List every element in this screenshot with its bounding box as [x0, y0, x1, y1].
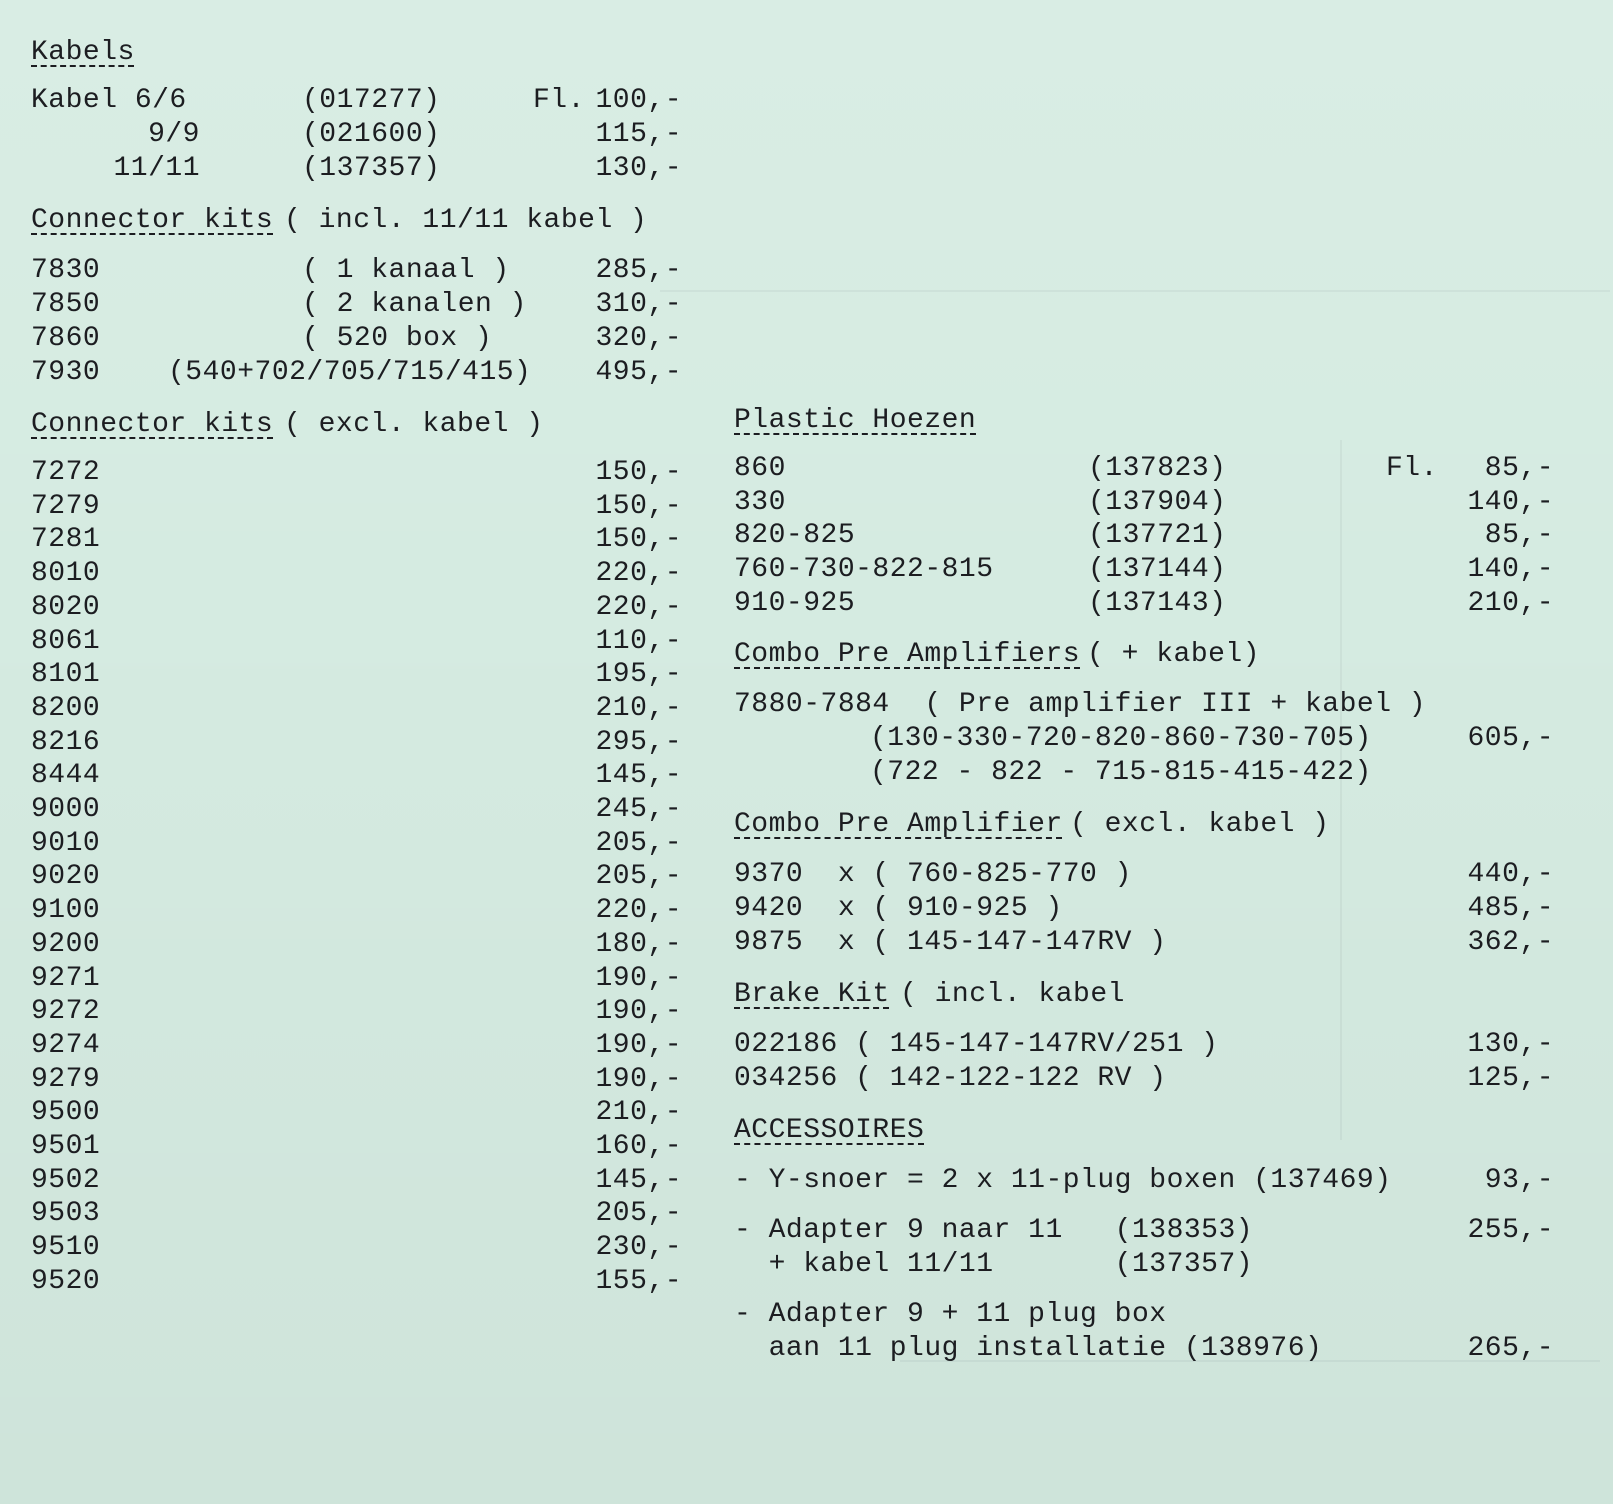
connector-excl-code: 9274 — [31, 1029, 101, 1061]
connector-excl-code: 9272 — [31, 996, 101, 1028]
connector-excl-price: 190,- — [595, 962, 682, 994]
connector-excl-price: 145,- — [595, 1164, 682, 1196]
connector-excl-code: 8061 — [31, 625, 101, 657]
plastic-price: 210,- — [1467, 588, 1554, 619]
accessoire-price: 265,- — [1467, 1333, 1554, 1364]
connector-excl-price: 195,- — [595, 659, 682, 691]
combo-incl-heading: Combo Pre Amplifiers — [734, 639, 1081, 670]
connector-incl-code: 7930 — [31, 357, 101, 388]
combo-excl-price: 485,- — [1467, 893, 1554, 924]
plastic-code: (137721) — [1088, 520, 1227, 551]
combo-incl-sub: ( + kabel) — [1087, 639, 1261, 670]
combo-incl-price: 605,- — [1467, 723, 1554, 754]
connector-incl-code: 7830 — [31, 255, 101, 286]
connector-excl-price: 295,- — [595, 726, 682, 758]
connector-excl-code: 8010 — [31, 558, 101, 590]
brake-kit-sub: ( incl. kabel — [900, 979, 1125, 1010]
combo-excl-price: 440,- — [1467, 859, 1554, 890]
connector-excl-price: 155,- — [595, 1265, 682, 1297]
plastic-price: 85,- — [1484, 520, 1554, 551]
connector-incl-desc: ( 520 box ) — [302, 323, 493, 354]
connector-excl-price: 220,- — [595, 591, 682, 623]
connector-excl-code: 8020 — [31, 591, 101, 623]
plastic-model: 330 — [734, 487, 786, 518]
kabel-row-code: (137357) — [302, 153, 441, 184]
plastic-code: (137904) — [1088, 487, 1227, 518]
connector-excl-code: 9279 — [31, 1063, 101, 1095]
plastic-price: 85,- — [1484, 453, 1554, 484]
connector-excl-price: 150,- — [595, 490, 682, 522]
connector-excl-code: 9500 — [31, 1097, 101, 1129]
plastic-code: (137823) — [1088, 453, 1227, 484]
accessoire-item: + kabel 11/11 (137357) — [734, 1249, 1254, 1280]
connector-excl-code: 9000 — [31, 794, 101, 825]
kabel-row-price: 115,- — [595, 119, 682, 150]
connector-excl-code: 8216 — [31, 726, 101, 758]
connector-incl-code: 7860 — [31, 323, 101, 354]
connector-excl-price: 210,- — [595, 1097, 682, 1129]
accessoire-price: 93,- — [1484, 1165, 1554, 1196]
kabel-row-price: 130,- — [595, 153, 682, 184]
plastic-model: 760-730-822-815 — [734, 554, 994, 585]
connector-excl-code: 9020 — [31, 861, 101, 893]
connector-incl-price: 320,- — [595, 323, 682, 354]
connector-excl-code: 7272 — [31, 457, 101, 488]
connector-excl-code: 9271 — [31, 962, 101, 994]
accessoire-price: 255,- — [1467, 1215, 1554, 1246]
connector-excl-price: 205,- — [595, 1198, 682, 1230]
connector-excl-price: 150,- — [595, 524, 682, 556]
plastic-model: 860 — [734, 453, 786, 484]
connector-excl-price: 190,- — [595, 1029, 682, 1061]
connector-incl-desc: ( 2 kanalen ) — [302, 289, 527, 320]
connector-kits-incl-sub: ( incl. 11/11 kabel ) — [284, 205, 648, 236]
connector-excl-price: 180,- — [595, 928, 682, 960]
accessoire-item: aan 11 plug installatie (138976) — [734, 1333, 1323, 1364]
brake-kit-price: 125,- — [1467, 1063, 1554, 1094]
kabel-row-code: (021600) — [302, 119, 441, 150]
kabels-heading: Kabels — [31, 37, 135, 68]
connector-excl-code: 8444 — [31, 760, 101, 792]
plastic-model: 820-825 — [734, 520, 856, 551]
plastic-code: (137144) — [1088, 554, 1227, 585]
kabel-row-code: (017277) — [302, 85, 441, 116]
connector-excl-price: 245,- — [595, 794, 682, 825]
connector-excl-price: 220,- — [595, 558, 682, 590]
kabel-row-currency: Fl. — [533, 85, 585, 116]
connector-excl-code: 9200 — [31, 928, 101, 960]
connector-excl-code: 9520 — [31, 1265, 101, 1297]
connector-incl-desc: ( 1 kanaal ) — [302, 255, 510, 286]
connector-kits-excl-sub: ( excl. kabel ) — [284, 409, 544, 440]
brake-kit-item: 034256 ( 142-122-122 RV ) — [734, 1063, 1167, 1094]
accessoire-item: - Y-snoer = 2 x 11-plug boxen (137469) — [734, 1165, 1392, 1196]
connector-kits-incl-heading: Connector kits — [31, 205, 274, 236]
connector-excl-price: 150,- — [595, 457, 682, 488]
connector-excl-price: 160,- — [595, 1131, 682, 1162]
connector-excl-price: 145,- — [595, 760, 682, 792]
accessoire-item: - Adapter 9 + 11 plug box — [734, 1299, 1167, 1330]
connector-excl-code: 7279 — [31, 490, 101, 522]
combo-excl-item: 9370 x ( 760-825-770 ) — [734, 859, 1132, 890]
combo-incl-line: (722 - 822 - 715-815-415-422) — [870, 757, 1372, 788]
connector-excl-price: 205,- — [595, 861, 682, 893]
combo-incl-line: (130-330-720-820-860-730-705) — [870, 723, 1372, 754]
connector-excl-price: 205,- — [595, 827, 682, 859]
connector-excl-code: 9010 — [31, 827, 101, 859]
brake-kit-heading: Brake Kit — [734, 979, 890, 1010]
connector-excl-code: 7281 — [31, 524, 101, 556]
connector-excl-code: 9100 — [31, 895, 101, 927]
connector-kits-excl-heading: Connector kits — [31, 409, 274, 440]
connector-excl-code: 9501 — [31, 1131, 101, 1162]
brake-kit-item: 022186 ( 145-147-147RV/251 ) — [734, 1029, 1219, 1060]
connector-excl-price: 190,- — [595, 1063, 682, 1095]
connector-excl-price: 190,- — [595, 996, 682, 1028]
combo-excl-item: 9875 x ( 145-147-147RV ) — [734, 927, 1167, 958]
plastic-currency: Fl. — [1386, 453, 1438, 484]
accessoires-heading: ACCESSOIRES — [734, 1115, 925, 1146]
connector-excl-price: 210,- — [595, 692, 682, 724]
combo-excl-heading: Combo Pre Amplifier — [734, 809, 1063, 840]
connector-excl-code: 8200 — [31, 692, 101, 724]
plastic-model: 910-925 — [734, 588, 856, 619]
connector-excl-price: 110,- — [595, 625, 682, 657]
brake-kit-price: 130,- — [1467, 1029, 1554, 1060]
connector-excl-price: 220,- — [595, 895, 682, 927]
plastic-price: 140,- — [1467, 487, 1554, 518]
kabel-row-name: Kabel 6/6 — [31, 85, 187, 116]
connector-excl-code: 8101 — [31, 659, 101, 691]
connector-excl-price: 230,- — [595, 1232, 682, 1264]
plastic-price: 140,- — [1467, 554, 1554, 585]
kabel-row-price: 100,- — [595, 85, 682, 116]
connector-incl-price: 310,- — [595, 289, 682, 320]
plastic-hoezen-heading: Plastic Hoezen — [734, 405, 977, 436]
connector-incl-code: 7850 — [31, 289, 101, 320]
connector-excl-code: 9503 — [31, 1198, 101, 1230]
connector-incl-price: 495,- — [595, 357, 682, 388]
connector-incl-price: 285,- — [595, 255, 682, 286]
accessoire-item: - Adapter 9 naar 11 (138353) — [734, 1215, 1254, 1246]
plastic-code: (137143) — [1088, 588, 1227, 619]
kabel-row-name: 11/11 — [113, 153, 200, 184]
connector-incl-desc: (540+702/705/715/415) — [168, 357, 532, 388]
connector-excl-code: 9502 — [31, 1164, 101, 1196]
connector-excl-code: 9510 — [31, 1232, 101, 1264]
combo-excl-item: 9420 x ( 910-925 ) — [734, 893, 1063, 924]
kabel-row-name: 9/9 — [148, 119, 200, 150]
combo-excl-price: 362,- — [1467, 927, 1554, 958]
combo-incl-line: 7880-7884 ( Pre amplifier III + kabel ) — [734, 689, 1427, 720]
combo-excl-sub: ( excl. kabel ) — [1070, 809, 1330, 840]
